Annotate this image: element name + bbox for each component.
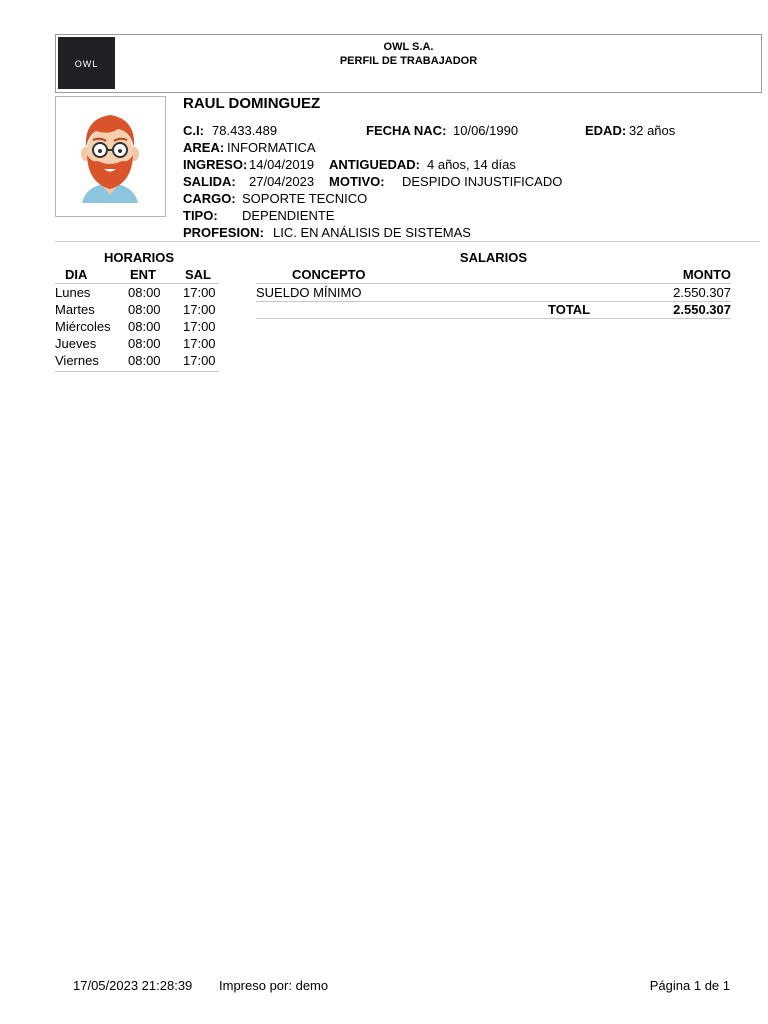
salarios-header-line	[256, 283, 731, 284]
logo-text: OWL	[74, 59, 99, 69]
report-header	[55, 34, 762, 93]
horario-ent: 08:00	[128, 336, 161, 351]
salarios-col-monto: MONTO	[682, 267, 731, 282]
horario-sal: 17:00	[183, 336, 216, 351]
ingreso-label: INGRESO:	[183, 157, 248, 172]
antiguedad-value: 4 años, 14 días	[427, 157, 516, 172]
horarios-title: HORARIOS	[103, 250, 175, 265]
horario-sal: 17:00	[183, 285, 216, 300]
tipo-label: TIPO:	[183, 208, 218, 223]
document-title: PERFIL DE TRABAJADOR	[339, 55, 478, 67]
salarios-bottom-line	[256, 318, 731, 319]
horario-ent: 08:00	[128, 319, 161, 334]
salarios-title	[256, 250, 731, 265]
horario-ent: 08:00	[128, 285, 161, 300]
fecha-nac-value: 10/06/1990	[453, 123, 519, 138]
profesion-value: LIC. EN ANÁLISIS DE SISTEMAS	[273, 225, 471, 240]
horario-dia: Lunes	[55, 285, 91, 300]
salida-value: 27/04/2023	[249, 174, 315, 189]
worker-name: RAUL DOMINGUEZ	[183, 95, 321, 112]
horario-ent: 08:00	[128, 353, 161, 368]
salarios-title-text: SALARIOS	[459, 250, 528, 265]
ingreso-value: 14/04/2019	[249, 157, 315, 172]
salarios-total-label: TOTAL	[548, 302, 591, 317]
horarios-col-ent: ENT	[130, 267, 156, 282]
printed-by: Impreso por: demo	[219, 978, 329, 993]
horario-sal: 17:00	[183, 353, 216, 368]
area-label: AREA:	[183, 140, 225, 155]
ci-value: 78.433.489	[212, 123, 278, 138]
ci-label: C.I:	[183, 123, 204, 138]
tipo-value: DEPENDIENTE	[242, 208, 335, 223]
profesion-label: PROFESION:	[183, 225, 264, 240]
bearded-man-avatar-icon	[56, 97, 165, 216]
horario-dia: Martes	[55, 302, 95, 317]
horario-ent: 08:00	[128, 302, 161, 317]
cargo-label: CARGO:	[183, 191, 236, 206]
salarios-total-value: 2.550.307	[673, 302, 731, 317]
salida-label: SALIDA:	[183, 174, 236, 189]
horarios-col-dia: DIA	[65, 267, 88, 282]
edad-label: EDAD:	[585, 123, 627, 138]
worker-photo	[55, 96, 166, 217]
motivo-label: MOTIVO:	[329, 174, 385, 189]
print-timestamp: 17/05/2023 21:28:39	[73, 978, 193, 993]
salario-concepto: SUELDO MÍNIMO	[256, 285, 362, 300]
edad-value: 32 años	[629, 123, 676, 138]
horarios-bottom-line	[55, 371, 219, 372]
salario-monto: 2.550.307	[673, 285, 731, 300]
horario-sal: 17:00	[183, 319, 216, 334]
section-divider	[55, 241, 760, 242]
company-name: OWL S.A.	[383, 41, 434, 53]
horarios-col-sal: SAL	[185, 267, 211, 282]
fecha-nac-label: FECHA NAC:	[366, 123, 447, 138]
cargo-value: SOPORTE TECNICO	[242, 191, 368, 206]
page-number: Página 1 de 1	[649, 978, 730, 993]
salarios-col-concepto: CONCEPTO	[292, 267, 366, 282]
horario-sal: 17:00	[183, 302, 216, 317]
salarios-row-line	[256, 301, 731, 302]
antiguedad-label: ANTIGUEDAD:	[329, 157, 420, 172]
horario-dia: Miércoles	[55, 319, 111, 334]
motivo-value: DESPIDO INJUSTIFICADO	[402, 174, 563, 189]
horario-dia: Jueves	[55, 336, 97, 351]
area-value: INFORMATICA	[227, 140, 316, 155]
horario-dia: Viernes	[55, 353, 99, 368]
horarios-header-line	[55, 283, 219, 284]
